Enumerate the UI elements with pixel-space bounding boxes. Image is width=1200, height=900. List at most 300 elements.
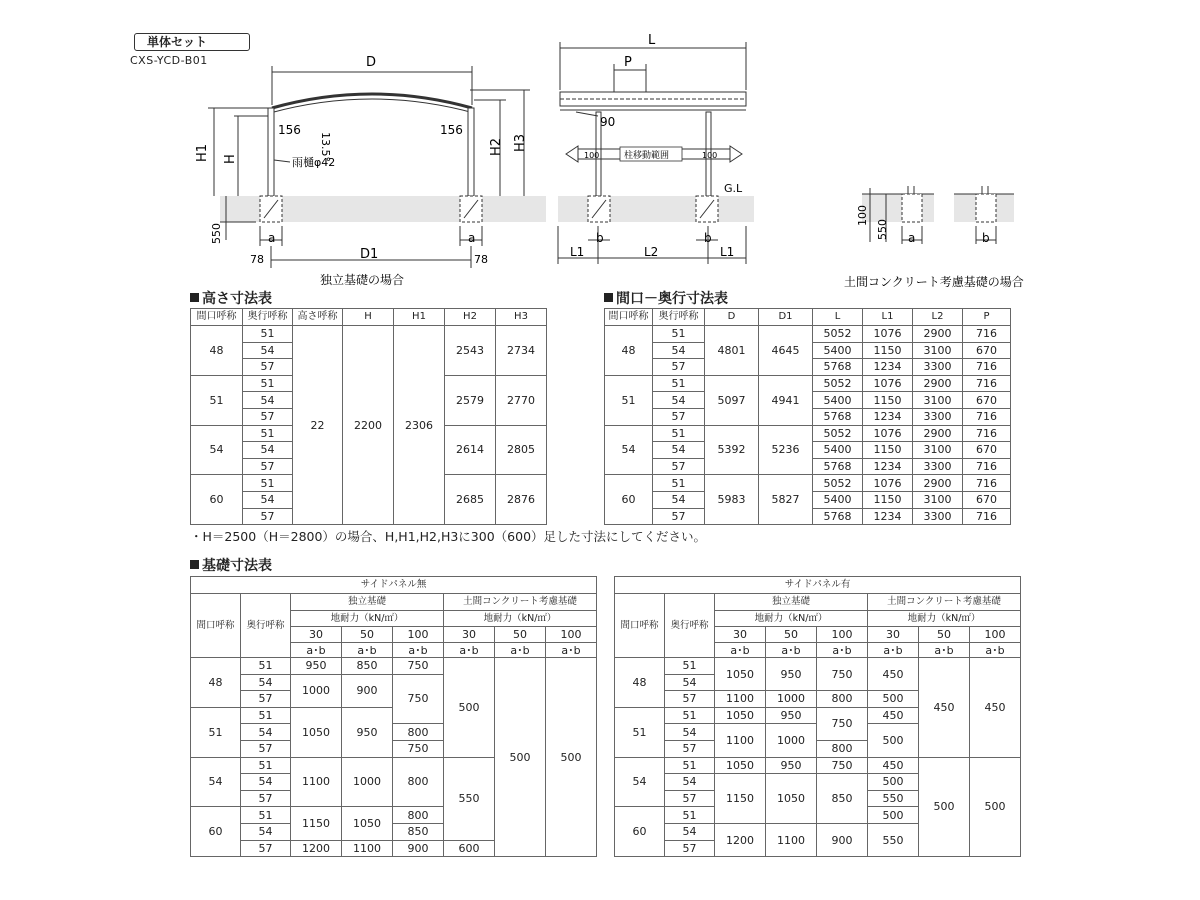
okuyuki-cell: 51 [665,658,715,675]
table-cell: 750 [817,707,868,740]
l1-cell: 1150 [863,491,913,508]
table-cell: 550 [868,790,919,807]
dim-L1-right: L1 [720,245,735,259]
table-cell: 850 [817,774,868,824]
column-header: H3 [496,309,547,326]
table-row [605,326,1011,343]
maguchi-cell: 48 [191,326,243,376]
set-type-badge: 単体セット [134,33,250,51]
bearing-value-header: 30 [868,627,919,643]
dim-H1: H1 [195,143,210,162]
l2-cell: 3100 [913,342,963,359]
table-cell: 750 [817,658,868,691]
dim-a-right: a [468,231,476,245]
okuyuki-cell: 54 [653,491,705,508]
l2-cell: 3300 [913,408,963,425]
h3-cell: 2805 [496,425,547,475]
l1-cell: 1234 [863,508,913,525]
l1-cell: 1234 [863,458,913,475]
l2-cell: 3300 [913,508,963,525]
okuyuki-cell: 54 [665,674,715,691]
d-cell: 4801 [705,326,759,376]
l2-cell: 3100 [913,491,963,508]
okuyuki-cell: 51 [653,475,705,492]
table-cell: 500 [868,774,919,791]
foundation-table-without-panel [190,576,597,857]
l-cell: 5768 [813,508,863,525]
table-cell: 750 [393,658,444,675]
okuyuki-cell: 51 [653,425,705,442]
column-header: 独立基礎 [715,594,868,611]
l2-cell: 2900 [913,375,963,392]
ab-header: a･b [766,643,817,658]
okuyuki-cell: 57 [653,458,705,475]
column-header: 奥行呼称 [653,309,705,326]
dimension-table-title: 間口－奥行寸法表 [604,288,728,308]
h-cell: 2200 [343,326,394,525]
column-header: 土間コンクリート考慮基礎 [868,594,1021,611]
l1-cell: 1076 [863,475,913,492]
l-cell: 5768 [813,408,863,425]
l-cell: 5400 [813,342,863,359]
gl-label: G.L [724,182,743,195]
l-cell: 5052 [813,375,863,392]
table-cell: 500 [444,658,495,758]
maguchi-cell: 60 [191,807,241,857]
okuyuki-cell: 57 [241,691,291,708]
detail-100: 100 [856,205,869,226]
height-table-title: 高さ寸法表 [190,288,272,308]
h1-cell: 2306 [394,326,445,525]
okuyuki-cell: 51 [665,707,715,724]
table-cell: 750 [817,757,868,774]
okuyuki-cell: 57 [653,359,705,376]
okuyuki-cell: 54 [241,823,291,840]
detail-caption: 土間コンクリート考慮基礎の場合 [844,275,1024,289]
okuyuki-cell: 51 [665,757,715,774]
column-header: 奥行呼称 [665,594,715,658]
okuyuki-cell: 51 [243,326,293,343]
maguchi-cell: 60 [191,475,243,525]
okuyuki-cell: 54 [665,823,715,840]
okuyuki-cell: 54 [243,342,293,359]
table-row [191,658,597,675]
l1-cell: 1150 [863,442,913,459]
okuyuki-cell: 51 [653,375,705,392]
ab-header: a･b [817,643,868,658]
l-cell: 5768 [813,359,863,376]
table-cell: 750 [393,674,444,724]
bearing-value-header: 100 [546,627,597,643]
table-row [191,326,547,343]
column-header: 地耐力（kN/㎡） [715,611,868,627]
bearing-value-header: 50 [919,627,970,643]
table-cell: 1000 [291,674,342,707]
l2-cell: 2900 [913,326,963,343]
table-row [605,425,1011,442]
table-cell: 900 [393,840,444,857]
maguchi-cell: 51 [191,375,243,425]
d1-cell: 4941 [759,375,813,425]
dim-L1-left: L1 [570,245,585,259]
okuyuki-cell: 51 [241,807,291,824]
range-100-right: 100 [702,151,718,160]
ab-header: a･b [393,643,444,658]
okuyuki-cell: 54 [241,774,291,791]
p-cell: 716 [963,458,1011,475]
column-header: P [963,309,1011,326]
dim-D1: D1 [360,247,379,262]
maguchi-cell: 54 [615,757,665,807]
table-cell: 500 [868,807,919,824]
maguchi-cell: 54 [191,757,241,807]
table-cell: 1050 [715,757,766,774]
okuyuki-cell: 51 [241,658,291,675]
dim-H2: H2 [489,137,504,156]
table-cell: 450 [868,707,919,724]
table-cell: 800 [393,724,444,741]
maguchi-cell: 54 [605,425,653,475]
column-header: 地耐力（kN/㎡） [444,611,597,627]
table-cell: 950 [766,658,817,691]
table-cell: 1100 [715,724,766,757]
okuyuki-cell: 51 [243,425,293,442]
bearing-value-header: 50 [766,627,817,643]
dim-78-left: 78 [250,253,264,266]
column-header: 間口呼称 [191,309,243,326]
p-cell: 716 [963,425,1011,442]
l-cell: 5052 [813,425,863,442]
ab-header: a･b [291,643,342,658]
table-cell: 900 [342,674,393,707]
table-cell: 1050 [715,707,766,724]
dim-b-left: b [596,231,604,245]
okuyuki-cell: 54 [243,392,293,409]
table-cell: 450 [919,658,970,758]
l-cell: 5400 [813,442,863,459]
table-cell: 800 [393,807,444,824]
p-cell: 670 [963,342,1011,359]
column-header: D [705,309,759,326]
table-cell: 500 [919,757,970,857]
column-header: 間口呼称 [191,594,241,658]
d1-cell: 5236 [759,425,813,475]
range-100-left: 100 [584,151,600,160]
table-row [605,475,1011,492]
okuyuki-cell: 57 [665,691,715,708]
l1-cell: 1150 [863,392,913,409]
maguchi-cell: 60 [605,475,653,525]
l-cell: 5400 [813,491,863,508]
maguchi-cell: 54 [191,425,243,475]
table-cell: 550 [444,757,495,840]
l1-cell: 1150 [863,342,913,359]
dim-H: H [223,154,238,164]
ab-header: a･b [715,643,766,658]
front-caption: 独立基礎の場合 [320,273,405,287]
l2-cell: 3300 [913,458,963,475]
l-cell: 5768 [813,458,863,475]
okuyuki-cell: 54 [243,442,293,459]
slab-foundation-detail [836,182,1046,292]
table-cell: 1200 [715,823,766,856]
foundation-table-title: 基礎寸法表 [190,555,272,575]
table-cell: 1100 [715,691,766,708]
table-row [191,577,597,594]
p-cell: 716 [963,359,1011,376]
detail-a: a [908,231,916,245]
dim-L: L [648,33,656,48]
p-cell: 670 [963,491,1011,508]
table-cell: 800 [817,740,868,757]
column-header: L2 [913,309,963,326]
dim-L2: L2 [644,245,659,259]
p-cell: 716 [963,408,1011,425]
column-header: 奥行呼称 [241,594,291,658]
l2-cell: 2900 [913,475,963,492]
l1-cell: 1234 [863,359,913,376]
okuyuki-cell: 54 [241,724,291,741]
table-cell: 1000 [766,724,817,757]
d-cell: 5983 [705,475,759,525]
l2-cell: 3100 [913,392,963,409]
table-cell: 1050 [715,658,766,691]
column-header: 間口呼称 [615,594,665,658]
l2-cell: 3300 [913,359,963,376]
table-row [605,309,1011,326]
okuyuki-cell: 51 [653,326,705,343]
product-code: CXS-YCD-B01 [130,54,208,67]
l2-cell: 3100 [913,442,963,459]
takasa-cell: 22 [293,326,343,525]
table-row [615,577,1021,594]
h2-cell: 2685 [445,475,496,525]
okuyuki-cell: 57 [653,408,705,425]
dim-550: 550 [210,223,223,244]
ab-header: a･b [546,643,597,658]
okuyuki-cell: 57 [665,740,715,757]
table-cell: 500 [970,757,1021,857]
table-cell: 950 [342,707,393,757]
ab-header: a･b [919,643,970,658]
bearing-value-header: 50 [342,627,393,643]
table-cell: 450 [868,757,919,774]
height-note: ・H＝2500（H＝2800）の場合、H,H1,H2,H3に300（600）足した寸法にしてください。 [190,529,707,544]
table-cell: 1100 [766,823,817,856]
dim-a-left: a [268,231,276,245]
h3-cell: 2876 [496,475,547,525]
h3-cell: 2734 [496,326,547,376]
table-row [191,309,547,326]
okuyuki-cell: 51 [243,375,293,392]
table-row [615,757,1021,774]
okuyuki-cell: 57 [653,508,705,525]
column-header: 独立基礎 [291,594,444,611]
table-cell: 1100 [291,757,342,807]
table-cell: 850 [393,823,444,840]
detail-b: b [982,231,990,245]
okuyuki-cell: 54 [241,674,291,691]
front-elevation-diagram [190,50,560,290]
column-header: H1 [394,309,445,326]
okuyuki-cell: 54 [665,724,715,741]
foundation-table-with-panel [614,576,1021,857]
table-cell: 1050 [291,707,342,757]
d1-cell: 4645 [759,326,813,376]
table-cell: 500 [546,658,597,857]
maguchi-cell: 60 [615,807,665,857]
p-cell: 716 [963,375,1011,392]
maguchi-cell: 51 [605,375,653,425]
d-cell: 5392 [705,425,759,475]
dimension-table [604,308,1011,525]
okuyuki-cell: 54 [665,774,715,791]
ab-header: a･b [342,643,393,658]
maguchi-cell: 48 [191,658,241,708]
table-cell: 950 [766,707,817,724]
okuyuki-cell: 57 [241,740,291,757]
dim-b-right: b [704,231,712,245]
panel-type-header: サイドパネル無 [191,577,597,594]
table-cell: 450 [970,658,1021,758]
okuyuki-cell: 57 [241,790,291,807]
bearing-value-header: 50 [495,627,546,643]
maguchi-cell: 51 [191,707,241,757]
table-cell: 1100 [342,840,393,857]
table-cell: 900 [817,823,868,856]
column-header: 奥行呼称 [243,309,293,326]
column-header: L1 [863,309,913,326]
table-row [605,375,1011,392]
l2-cell: 2900 [913,425,963,442]
l1-cell: 1076 [863,326,913,343]
column-header: 間口呼称 [605,309,653,326]
table-cell: 1150 [291,807,342,840]
bearing-value-header: 100 [970,627,1021,643]
okuyuki-cell: 54 [653,342,705,359]
dim-156-right: 156 [440,123,463,137]
column-header: 土間コンクリート考慮基礎 [444,594,597,611]
table-cell: 1000 [342,757,393,807]
bearing-value-header: 30 [444,627,495,643]
ab-header: a･b [444,643,495,658]
table-cell: 1000 [766,691,817,708]
h3-cell: 2770 [496,375,547,425]
okuyuki-cell: 57 [243,458,293,475]
l-cell: 5052 [813,326,863,343]
gutter-label: 雨樋φ42 [292,156,336,169]
dim-90: 90 [600,115,616,129]
table-cell: 500 [868,691,919,708]
bearing-value-header: 30 [291,627,342,643]
okuyuki-cell: 57 [243,508,293,525]
okuyuki-cell: 57 [665,790,715,807]
table-cell: 800 [817,691,868,708]
okuyuki-cell: 54 [243,491,293,508]
h2-cell: 2579 [445,375,496,425]
okuyuki-cell: 54 [653,392,705,409]
table-row [615,594,1021,611]
panel-type-header: サイドパネル有 [615,577,1021,594]
bearing-value-header: 100 [817,627,868,643]
column-header: D1 [759,309,813,326]
d-cell: 5097 [705,375,759,425]
d1-cell: 5827 [759,475,813,525]
ab-header: a･b [495,643,546,658]
table-cell: 500 [868,724,919,757]
p-cell: 670 [963,392,1011,409]
l-cell: 5052 [813,475,863,492]
okuyuki-cell: 51 [241,707,291,724]
table-cell: 1150 [715,774,766,824]
okuyuki-cell: 57 [665,840,715,857]
table-cell: 450 [868,658,919,691]
dim-156-left: 156 [278,123,301,137]
table-cell: 950 [291,658,342,675]
p-cell: 716 [963,475,1011,492]
post-range-label: 柱移動範囲 [624,151,670,161]
okuyuki-cell: 51 [243,475,293,492]
okuyuki-cell: 57 [241,840,291,857]
l1-cell: 1076 [863,375,913,392]
table-cell: 1050 [766,774,817,824]
okuyuki-cell: 54 [653,442,705,459]
column-header: H [343,309,394,326]
column-header: 地耐力（kN/㎡） [291,611,444,627]
column-header: L [813,309,863,326]
okuyuki-cell: 57 [243,359,293,376]
p-cell: 670 [963,442,1011,459]
dim-D: D [366,55,377,70]
table-cell: 850 [342,658,393,675]
maguchi-cell: 48 [615,658,665,708]
dim-H3: H3 [513,133,528,152]
dim-P: P [624,55,632,70]
detail-550: 550 [876,219,889,240]
table-cell: 950 [766,757,817,774]
p-cell: 716 [963,326,1011,343]
table-cell: 600 [444,840,495,857]
table-row [191,594,597,611]
l1-cell: 1234 [863,408,913,425]
maguchi-cell: 48 [605,326,653,376]
column-header: 地耐力（kN/㎡） [868,611,1021,627]
bearing-value-header: 30 [715,627,766,643]
h2-cell: 2614 [445,425,496,475]
table-cell: 1200 [291,840,342,857]
table-cell: 800 [393,757,444,807]
maguchi-cell: 51 [615,707,665,757]
column-header: H2 [445,309,496,326]
dim-78-right: 78 [474,253,488,266]
height-table [190,308,547,525]
ab-header: a･b [868,643,919,658]
table-cell: 550 [868,823,919,856]
okuyuki-cell: 51 [241,757,291,774]
table-cell: 1050 [342,807,393,840]
p-cell: 716 [963,508,1011,525]
table-row [615,658,1021,675]
okuyuki-cell: 57 [243,408,293,425]
side-elevation-diagram [556,30,756,270]
h2-cell: 2543 [445,326,496,376]
ab-header: a･b [970,643,1021,658]
table-cell: 500 [495,658,546,857]
okuyuki-cell: 51 [665,807,715,824]
l-cell: 5400 [813,392,863,409]
table-cell: 750 [393,740,444,757]
l1-cell: 1076 [863,425,913,442]
